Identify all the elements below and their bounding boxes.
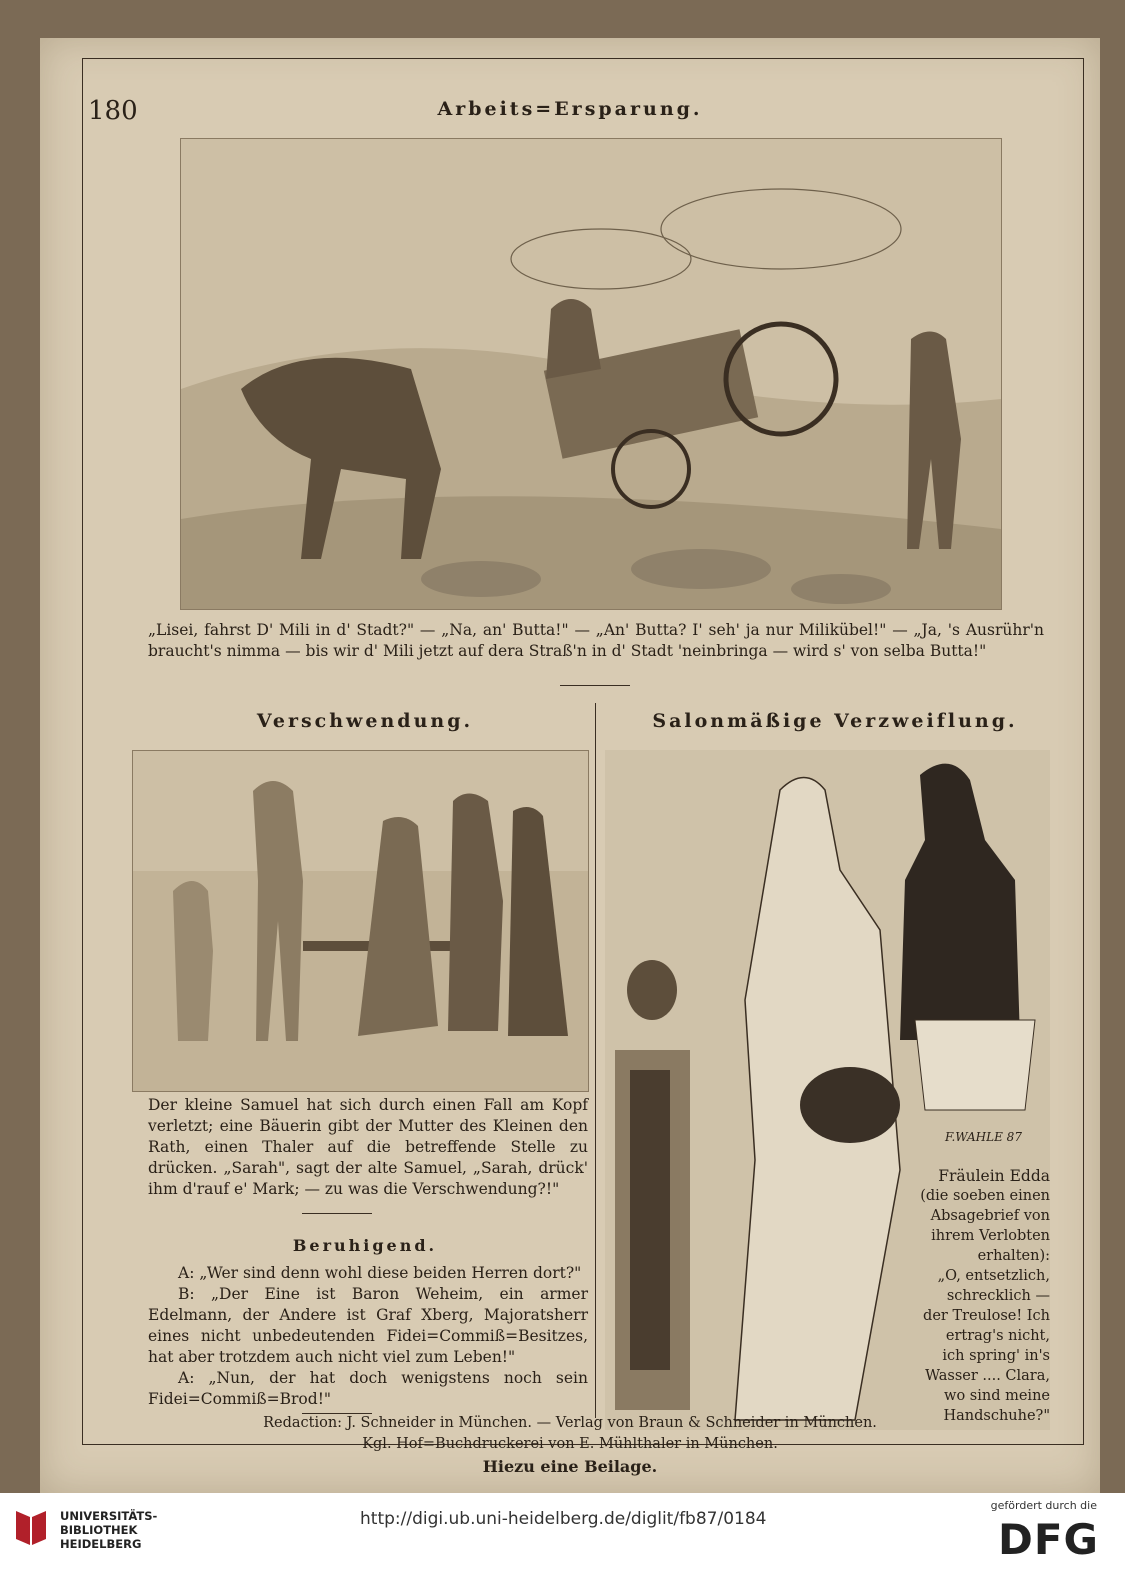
bottom-info-bar <box>0 1493 1125 1573</box>
section-title-beruhigend: Beruhigend. <box>292 1236 438 1255</box>
divider <box>302 1413 372 1414</box>
artist-signature: F.WAHLE 87 <box>945 1130 1022 1144</box>
footer-line-1: Redaction: J. Schneider in München. — Verlag von Braun & Schneider in München. <box>263 1415 877 1431</box>
caption-verschwendung: Der kleine Samuel hat sich durch einen Fall am Kopf verletzt; eine Bäuerin gibt der Mutter des Kleinen den Rath, einen Thaler auf die betreffende Stelle zu drücken. „Sarah", sagt der alte Samuel, „Sarah, drück' ihm d'rauf e' Mark; — zu was die Verschwendung?!" <box>148 1096 588 1198</box>
logo-text-line: HEIDELBERG <box>60 1537 142 1551</box>
caption-salon <box>920 1166 1050 1426</box>
footer-line-3: Hiezu eine Beilage. <box>482 1457 658 1476</box>
caption-quote: „O, entsetzlich, schrecklich — der Treulose! Ich ertrag's nicht, ich spring' in's Wasser .... Clara, wo sind meine Handschuhe?" <box>923 1268 1050 1424</box>
column-divider <box>595 703 596 1418</box>
section-title-salonmaessige-verzweiflung: Salonmäßige Verzweiflung. <box>652 710 1018 732</box>
university-logo-text <box>60 1509 157 1551</box>
illustration-horse-cart <box>180 138 1002 610</box>
page-number: 180 <box>88 96 138 126</box>
funding-note: gefördert durch die <box>990 1499 1097 1512</box>
divider <box>302 1213 372 1214</box>
caption-name: Fräulein Edda <box>938 1167 1050 1185</box>
dfg-logo: DFG <box>997 1515 1099 1564</box>
dialogue-line: A: „Nun, der hat doch wenigstens noch sein Fidei=Commiß=Brod!" <box>148 1369 588 1408</box>
dialogue-line: B: „Der Eine ist Baron Weheim, ein armer Edelmann, der Andere ist Graf Xberg, Majoratsherr eines nicht unbedeutenden Fidei=Commiß=Besitzes, hat aber trotzdem auch nicht viel zum Leben!" <box>148 1285 588 1366</box>
section-title-verschwendung: Verschwendung. <box>256 710 474 732</box>
divider <box>560 685 630 686</box>
logo-text-line: BIBLIOTHEK <box>60 1523 138 1537</box>
scanned-page <box>40 38 1100 1493</box>
logo-text-line: UNIVERSITÄTS- <box>60 1509 158 1523</box>
section-title-arbeits-ersparung: Arbeits=Ersparung. <box>437 98 703 120</box>
dialogue-beruhigend <box>148 1263 588 1410</box>
footer-line-2: Kgl. Hof=Buchdruckerei von E. Mühlthaler in München. <box>362 1436 778 1452</box>
caption-arbeits-ersparung: „Lisei, fahrst D' Mili in d' Stadt?" — „Na, an' Butta!" — „An' Butta? I' seh' ja nur Milikübel!" — „Ja, 's Ausrühr'n braucht's nimma — bis wir d' Mili jetzt auf dera Straß'n in d' Stadt 'neinbringa — wird s' von selba Butta!" <box>148 621 1044 660</box>
illustration-bench-family <box>132 750 589 1092</box>
document-url-link[interactable]: http://digi.ub.uni-heidelberg.de/diglit/fb87/0184 <box>360 1509 767 1529</box>
caption-note: (die soeben einen Absagebrief von ihrem Verlobten erhalten): <box>920 1188 1050 1264</box>
dialogue-line: A: „Wer sind denn wohl diese beiden Herren dort?" <box>178 1264 582 1282</box>
university-logo-icon <box>14 1507 48 1547</box>
